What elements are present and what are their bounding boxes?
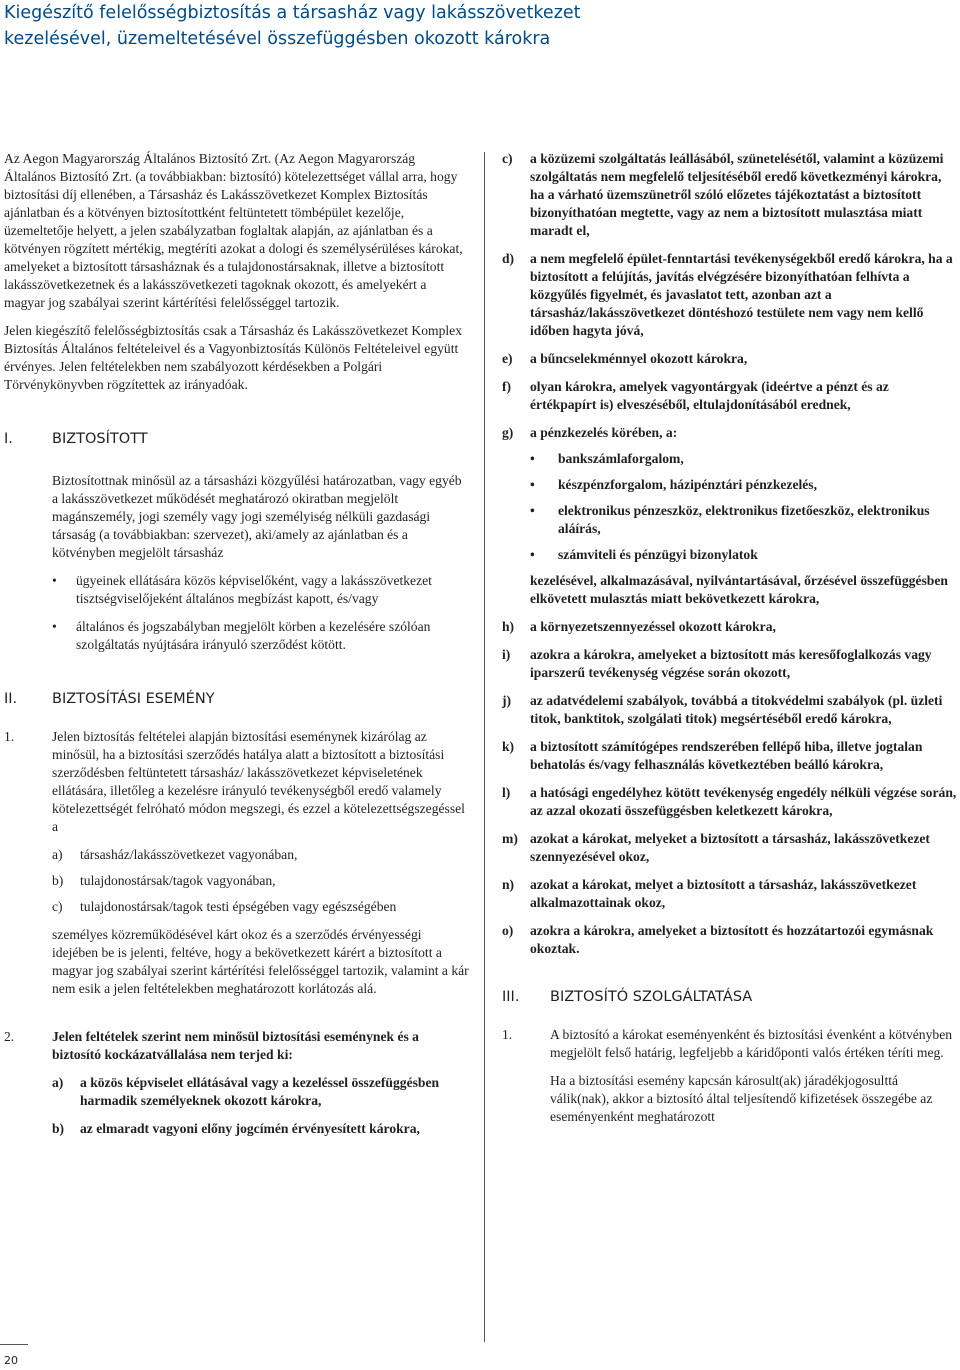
list-item: • készpénzforgalom, házipénztári pénzkezelés, (530, 477, 817, 492)
numbered-item-1: 1. Jelen biztosítás feltételei alapján biztosítási eseménynek kizárólag az minősül, ha a biztosítási szerződés hatálya alatt a biztosított a biztosítási szerződésben feltüntetett társasház/ lakásszövetkezet képviseletének ellátására, illetőleg a kezelésre irányuló tevékenységből eredő valamely kötelezettségét felróható módon megszegi, és ezzel a kötelezettségszegéssel a (4, 729, 465, 834)
list-item: i) azokra a károkra, amelyeket a biztosított más keresőfoglalkozás vagy iparszerű tevékenység végzése során okozott, (502, 647, 932, 680)
section-heading-biztositasi-esemeny (4, 690, 470, 708)
list-item: k) a biztosított számítógépes rendszerében fellépő hiba, illetve jogtalan behatolás és/vagy felhasználás következtében beálló károkra, (502, 739, 923, 772)
intro-paragraph-2: Jelen kiegészítő felelősségbiztosítás csak a Társasház és Lakásszövetkezet Komplex Biztosítás Általános feltételeivel és a Vagyonbiztosítás Különös Feltételeivel együtt érvényes. Jelen feltételekben nem szabályozott kérdésekben a Polgári Törvénykönyvben rögzítettek az irányadóak. (4, 323, 462, 392)
document-title (4, 0, 944, 52)
list-item: a) társasház/lakásszövetkezet vagyonában, (52, 847, 298, 862)
title-line-2: kezelésével, üzemeltetésével összefüggésben okozott károkra (4, 29, 551, 49)
bullet-icon: • (530, 547, 535, 562)
section-heading-biztositott (4, 430, 470, 448)
g-bullet-list (502, 450, 958, 608)
bullet-icon: • (52, 619, 57, 634)
right-column (502, 150, 958, 1126)
bullet-icon: • (530, 503, 535, 518)
list-item: d) a nem megfelelő épület-fenntartási tevékenységekből eredő károkra, ha a biztosított a felújítás, javítás elvégzésére bizonyíthatóan felhívta a közgyűlés figyelmét, és javaslatot tett, azonban azt a társasház/lakásszövetkezet döntéshozó testülete nem vagy nem kellő időben hagyta jóvá, (502, 251, 953, 338)
section-number: III. (502, 989, 520, 1005)
section-heading-biztosito-szolgaltatasa (502, 988, 958, 1006)
numbered-item-1-continuation: személyes közreműködésével kárt okoz és a szerződés érvényességi idejében be is jelenti, feltéve, hogy a bekövetkezett kárért a biztosított a magyar jog szabályai szerint kártérítési felelősséggel tartozik, valamint a kár nem esik a jelen feltételekben meghatározott korlátozás alá. (52, 927, 469, 996)
section-number: I. (4, 431, 13, 447)
section-title: BIZTOSÍTÁSI ESEMÉNY (52, 691, 215, 707)
numbered-item-2-subs (4, 1074, 470, 1138)
numbered-item-2: 2. Jelen feltételek szerint nem minősül biztosítási eseménynek és a biztosító kockázatvállalása nem terjed ki: (4, 1029, 419, 1062)
list-item: g) a pénzkezelés körében, a: (502, 425, 678, 440)
bullet-icon: • (52, 573, 57, 588)
title-line-1: Kiegészítő felelősségbiztosítás a társasház vagy lakásszövetkezet (4, 3, 581, 23)
list-item: • ügyeinek ellátására közös képviselőként, vagy a lakásszövetkezet tisztségviselőjeként általános megbízást kapott, és/vagy (52, 573, 432, 606)
g-continuation: kezelésével, alkalmazásával, nyilvántartásával, őrzésével összefüggésben elkövetett mulasztás miatt bekövetkezett károkra, (530, 573, 948, 606)
left-column (4, 150, 470, 1138)
list-item: l) a hatósági engedélyhez kötött tevékenység engedély nélküli végzése során, az azzal okozati összefüggésben keletkezett károkra, (502, 785, 957, 818)
bullet-icon: • (530, 451, 535, 466)
list-item: • általános és jogszabályban megjelölt körben a kezelésére szólóan szolgáltatás nyújtására irányuló szerződést kötött. (52, 619, 431, 652)
list-item: c) a közüzemi szolgáltatás leállásából, szünetelésétől, valamint a közüzemi szolgáltatás nem megfelelő teljesítéséből eredő következményi károkra, ha a várható üzemszünetről szóló előzetes tájékoztatást a biztosított bizonyíthatóan megtette, vagy az nem a biztosított mulasztása miatt maradt el, (502, 151, 944, 238)
list-item: • bankszámlaforgalom, (530, 451, 684, 466)
section-paragraph: Biztosítottnak minősül az a társasházi közgyűlési határozatban, vagy egyéb a lakásszövetkezet működését meghatározó okiratban megjelölt magánszemély, jogi személy vagy jogi személyiség nélküli gazdasági társaság (a továbbiakban: szervezet), aki/amely az ajánlatban és a kötvényben megjelölt társasház (52, 473, 462, 560)
column-divider (484, 152, 485, 1342)
list-item: m) azokat a károkat, melyeket a biztosított a társasház, lakásszövetkezet szennyezésével okoz, (502, 831, 930, 864)
bullet-icon: • (530, 477, 535, 492)
section-title: BIZTOSÍTOTT (52, 431, 148, 447)
section-title: BIZTOSÍTÓ SZOLGÁLTATÁSA (550, 989, 753, 1005)
list-item: • elektronikus pénzeszköz, elektronikus fizetőeszköz, elektronikus aláírás, (530, 503, 930, 536)
list-item: c) tulajdonostársak/tagok testi épségében vagy egészségében (52, 899, 397, 914)
section-body-biztositott (4, 472, 470, 654)
list-item: b) az elmaradt vagyoni előny jogcímén érvényesített károkra, (52, 1121, 420, 1136)
list-item: j) az adatvédelemi szabályok, továbbá a titokvédelmi szabályok (pl. üzleti titok, banktitok, szolgálati titok) megsértéséből eredő károkra, (502, 693, 943, 726)
list-item: h) a környezetszennyezéssel okozott károkra, (502, 619, 776, 634)
list-item: a) a közös képviselet ellátásával vagy a kezeléssel összefüggésben harmadik személyeknek okozott károkra, (52, 1075, 440, 1108)
numbered-item-1: 1. A biztosító a károkat eseményenként és biztosítási évenként a kötvényben megjelölt felső határig, legfeljebb a káridőponti valós értéken téríti meg. (502, 1027, 953, 1060)
intro-paragraph-1: Az Aegon Magyarország Általános Biztosító Zrt. (Az Aegon Magyarország Általános Biztosító Zrt. (a továbbiakban: biztosító) kötelezettséget vállal arra, hogy biztosítási díj ellenében, a Társasház és Lakásszövetkezet Komplex Biztosítás ajánlatban és a kötvényen biztosítottként feltüntetett tömbépület kezelője, üzemeltetője helyett, a jelen szabályzatban foglaltak alapján, az ajánlatban és a kötvényen rögzített mértékig, megtéríti azokat a dologi és személysérüléses károkat, amelyeket a biztosított társasháznak és a tulajdonostársaknak, illetve a biztosított lakásszövetkezetnek és a lakásszövetkezeti tagoknak okozott, és amelyekért a magyar jog szabályai szerint kártérítési felelősséggel tartozik. (4, 151, 463, 310)
list-item: • számviteli és pénzügyi bizonylatok (530, 547, 758, 562)
list-item: b) tulajdonostársak/tagok vagyonában, (52, 873, 276, 888)
list-item: o) azokra a károkra, amelyeket a biztosított és hozzátartozói egymásnak okoztak. (502, 923, 934, 956)
list-item: f) olyan károkra, amelyek vagyontárgyak (ideértve a pénzt és az értékpapírt is) elveszéséből, eltulajdonításából erednek, (502, 379, 889, 412)
list-item: n) azokat a károkat, melyet a biztosított a társasház, lakásszövetkezet alkalmazottainak okoz, (502, 877, 917, 910)
page-number: 20 (4, 1354, 18, 1367)
list-item: e) a bűncselekménnyel okozott károkra, (502, 351, 748, 366)
numbered-item-1-continuation: Ha a biztosítási esemény kapcsán károsult(ak) járadékjogosulttá válik(nak), akkor a biztosító által teljesítendő kifizetések összegébe az eseményenként meghatározott (550, 1073, 933, 1124)
section-number: II. (4, 691, 18, 707)
footer-rule (0, 1344, 28, 1345)
numbered-item-1-subs (4, 846, 470, 998)
